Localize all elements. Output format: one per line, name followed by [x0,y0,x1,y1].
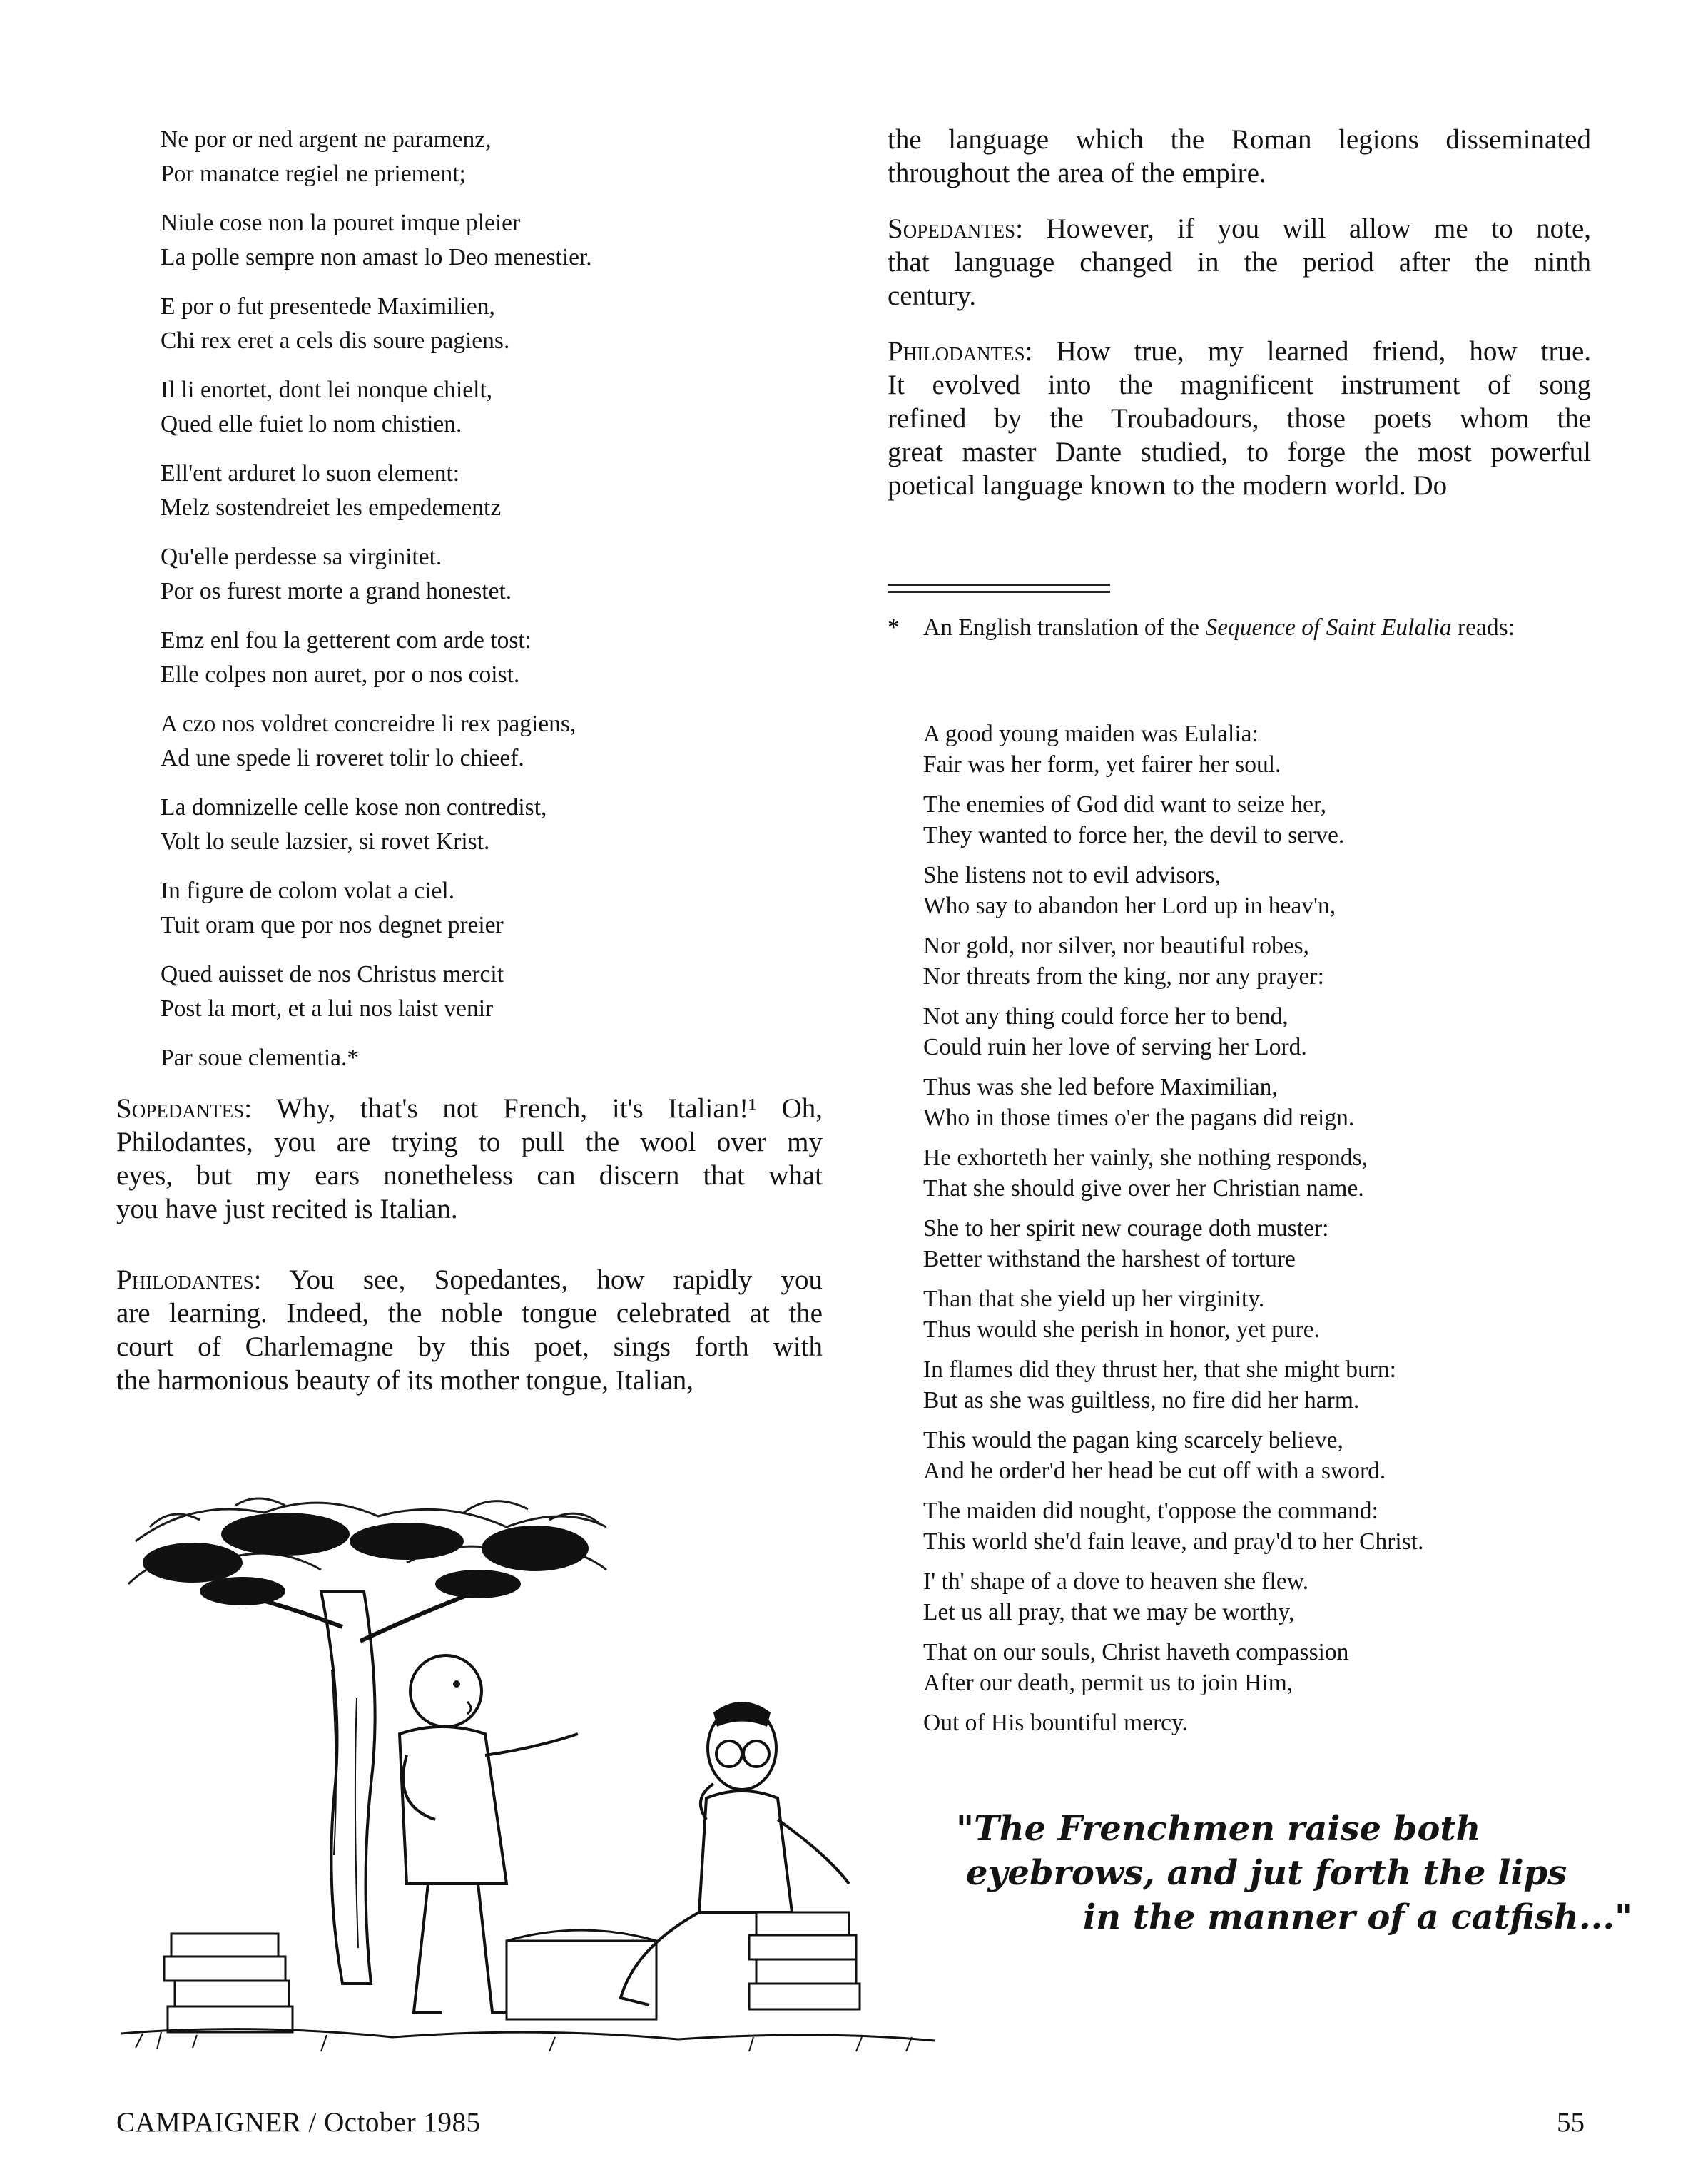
prose-line [888,469,1591,502]
verse-line: La domnizelle celle kose non contredist, [161,794,547,821]
verse-line: E por o fut presentede Maximilien, [161,293,495,320]
prose-text: How true, my learned friend, how true. [1056,336,1592,367]
verse-line: Elle colpes non auret, por o nos coist. [161,661,520,688]
stanza [923,1142,1594,1204]
verse-line: Por os furest morte a grand honestet. [161,577,512,604]
stanza [161,1041,803,1075]
prose-line [888,335,1591,368]
prose-text: court of Charlemagne by this poet, sings forth with [116,1331,823,1362]
verse-line: A czo nos voldret concreidre li rex pagiens, [161,711,576,737]
footnote-intro-before: An English translation of the [923,614,1206,641]
speaker-name: Philodantes: [116,1264,262,1295]
footnote-marker: * [888,614,900,641]
prose-text: eyes, but my ears nonetheless can discern that what [116,1160,823,1191]
prose-line [116,1263,823,1296]
verse-line: Who in those times o'er the pagans did reign. [923,1105,1355,1131]
pull-quote-line: eyebrows, and jut forth the lips [966,1853,1567,1893]
prose-line [116,1092,823,1125]
prose-text: You see, Sopedantes, how rapidly you [289,1264,823,1295]
pull-quote [956,1807,1633,1939]
speaker-name: Philodantes: [888,336,1033,367]
verse-line: He exhorteth her vainly, she nothing responds, [923,1145,1368,1171]
stanza [923,860,1594,921]
stanza [923,1213,1594,1274]
stanza [161,540,803,608]
prose-line [888,212,1591,245]
philodantes-paragraph [116,1263,823,1397]
sopedantes-reply-paragraph [888,212,1591,313]
stanza [923,789,1594,851]
verse-line: Ell'ent arduret lo suon element: [161,460,460,487]
verse-line: The enemies of God did want to seize her, [923,791,1327,818]
verse-line: She to her spirit new courage doth muster: [923,1215,1329,1242]
footnote-rule-bottom [888,591,1110,593]
page-number: 55 [1557,2107,1585,2138]
verse-line: I' th' shape of a dove to heaven she flew. [923,1568,1309,1595]
verse-line: Thus was she led before Maximilian, [923,1074,1278,1100]
sopedantes-paragraph [116,1092,823,1226]
prose-text: throughout the area of the empire. [888,158,1266,188]
prose-text: are learning. Indeed, the noble tongue celebrated at the [116,1298,823,1329]
footnote-intro [888,612,1594,643]
prose-text: poetical language known to the modern world. Do [888,470,1448,501]
stanza [923,1354,1594,1416]
prose-text: Why, that's not French, it's Italian!¹ Oh, [276,1093,823,1124]
prose-line [116,1296,823,1330]
prose-text: Philodantes, you are trying to pull the wool over my [116,1127,823,1157]
verse-line: Not any thing could force her to bend, [923,1003,1288,1030]
verse-line: Could ruin her love of serving her Lord. [923,1034,1307,1060]
verse-line: She listens not to evil advisors, [923,862,1221,888]
stanza [923,1072,1594,1133]
footnote-intro-title: Sequence of Saint Eulalia [1205,614,1452,641]
stanza [923,1001,1594,1062]
verse-line: Emz enl fou la getterent com arde tost: [161,627,532,654]
stanza [923,1637,1594,1698]
prose-line [888,402,1591,435]
stanza [161,791,803,858]
prose-line [888,245,1591,279]
verse-line: Qued elle fuiet lo nom chistien. [161,410,462,437]
verse-line: Than that she yield up her virginity. [923,1286,1265,1312]
footnote-intro-after: reads: [1451,614,1515,641]
verse-line: After our death, permit us to join Him, [923,1670,1293,1696]
prose-line [888,368,1591,402]
verse-line: Who say to abandon her Lord up in heav'n, [923,893,1336,919]
verse-line: The maiden did nought, t'oppose the command: [923,1498,1378,1524]
old-french-poem [161,123,803,1091]
english-translation-poem [923,719,1594,1747]
prose-line [888,435,1591,469]
prose-line [116,1364,823,1397]
verse-line: Par soue clementia.* [161,1045,360,1071]
stanza [161,206,803,274]
verse-line: This world she'd fain leave, and pray'd to her Christ. [923,1528,1424,1555]
stanza [923,930,1594,992]
stanza [161,123,803,191]
prose-text: that language changed in the period after the ninth [888,247,1591,278]
prose-line [116,1159,823,1192]
verse-line: But as she was guiltless, no fire did her harm. [923,1387,1360,1414]
verse-line: In flames did they thrust her, that she might burn: [923,1356,1396,1383]
stanza [161,290,803,357]
prose-text: refined by the Troubadours, those poets whom the [888,403,1591,434]
verse-line: That she should give over her Christian name. [923,1175,1364,1202]
verse-line: Thus would she perish in honor, yet pure. [923,1316,1320,1343]
prose-text: the language which the Roman legions disseminated [888,124,1591,155]
prose-text: great master Dante studied, to forge the most powerful [888,437,1591,467]
prose-text: the harmonious beauty of its mother tongue, Italian, [116,1365,694,1396]
stanza [923,1707,1594,1738]
stanza [161,707,803,775]
verse-line: And he order'd her head be cut off with a sword. [923,1458,1386,1484]
verse-line: Qu'elle perdesse sa virginitet. [161,544,442,570]
stanza [161,874,803,942]
verse-line: Tuit oram que por nos degnet preier [161,911,504,938]
speaker-name: Sopedantes: [888,213,1024,244]
stanza [923,719,1594,780]
verse-line: Chi rex eret a cels dis soure pagiens. [161,327,510,354]
philodantes-reply-paragraph [888,335,1591,502]
prose-line [116,1330,823,1364]
continuation-paragraph [888,123,1591,190]
verse-line: Qued auisset de nos Christus mercit [161,961,504,988]
speaker-name: Sopedantes: [116,1093,253,1124]
stanza [923,1284,1594,1345]
stanza [161,624,803,691]
verse-line: Volt lo seule lazsier, si rovet Krist. [161,828,490,855]
verse-line: La polle sempre non amast lo Deo menestier. [161,243,592,270]
stanza [161,958,803,1025]
prose-text: century. [888,280,977,311]
pull-quote-line: "The Frenchmen raise both [956,1809,1481,1849]
prose-line [116,1192,823,1226]
stanza [923,1496,1594,1557]
verse-line: Let us all pray, that we may be worthy, [923,1599,1295,1625]
verse-line: Melz sostendreiet les empedementz [161,494,502,521]
pull-quote-line: in the manner of a catfish..." [1083,1897,1633,1937]
verse-line: A good young maiden was Eulalia: [923,721,1259,747]
prose-line [888,123,1591,156]
prose-line [888,156,1591,190]
prose-text: It evolved into the magnificent instrument of song [888,370,1591,400]
verse-line: Fair was her form, yet fairer her soul. [923,751,1281,778]
cartoon-two-scholars-under-tree-icon [107,1484,949,2087]
verse-line: Nor gold, nor silver, nor beautiful robes, [923,933,1310,959]
verse-line: Niule cose non la pouret imque pleier [161,210,521,236]
prose-text: However, if you will allow me to note, [1046,213,1592,244]
verse-line: Out of His bountiful mercy. [923,1710,1188,1736]
verse-line: In figure de colom volat a ciel. [161,878,455,904]
verse-line: Ad une spede li roveret tolir lo chieef. [161,744,524,771]
verse-line: Post la mort, et a lui nos laist venir [161,995,494,1022]
verse-line: Por manatce regiel ne priement; [161,160,466,187]
footnote-intro-text [923,612,1594,643]
verse-line: Nor threats from the king, nor any prayer: [923,963,1324,990]
verse-line: Better withstand the harshest of torture [923,1246,1296,1272]
stanza [161,457,803,524]
footnote-rule-top [888,584,1110,586]
prose-line [888,279,1591,313]
stanza [161,373,803,441]
verse-line: They wanted to force her, the devil to serve. [923,822,1345,848]
stanza [923,1425,1594,1486]
stanza [923,1566,1594,1628]
verse-line: Il li enortet, dont lei nonque chielt, [161,377,493,403]
verse-line: This would the pagan king scarcely believe, [923,1427,1343,1453]
prose-line [116,1125,823,1159]
verse-line: That on our souls, Christ haveth compassion [923,1639,1349,1665]
verse-line: Ne por or ned argent ne paramenz, [161,126,492,153]
prose-text: you have just recited is Italian. [116,1194,458,1224]
publication-footer: CAMPAIGNER / October 1985 [116,2107,481,2138]
